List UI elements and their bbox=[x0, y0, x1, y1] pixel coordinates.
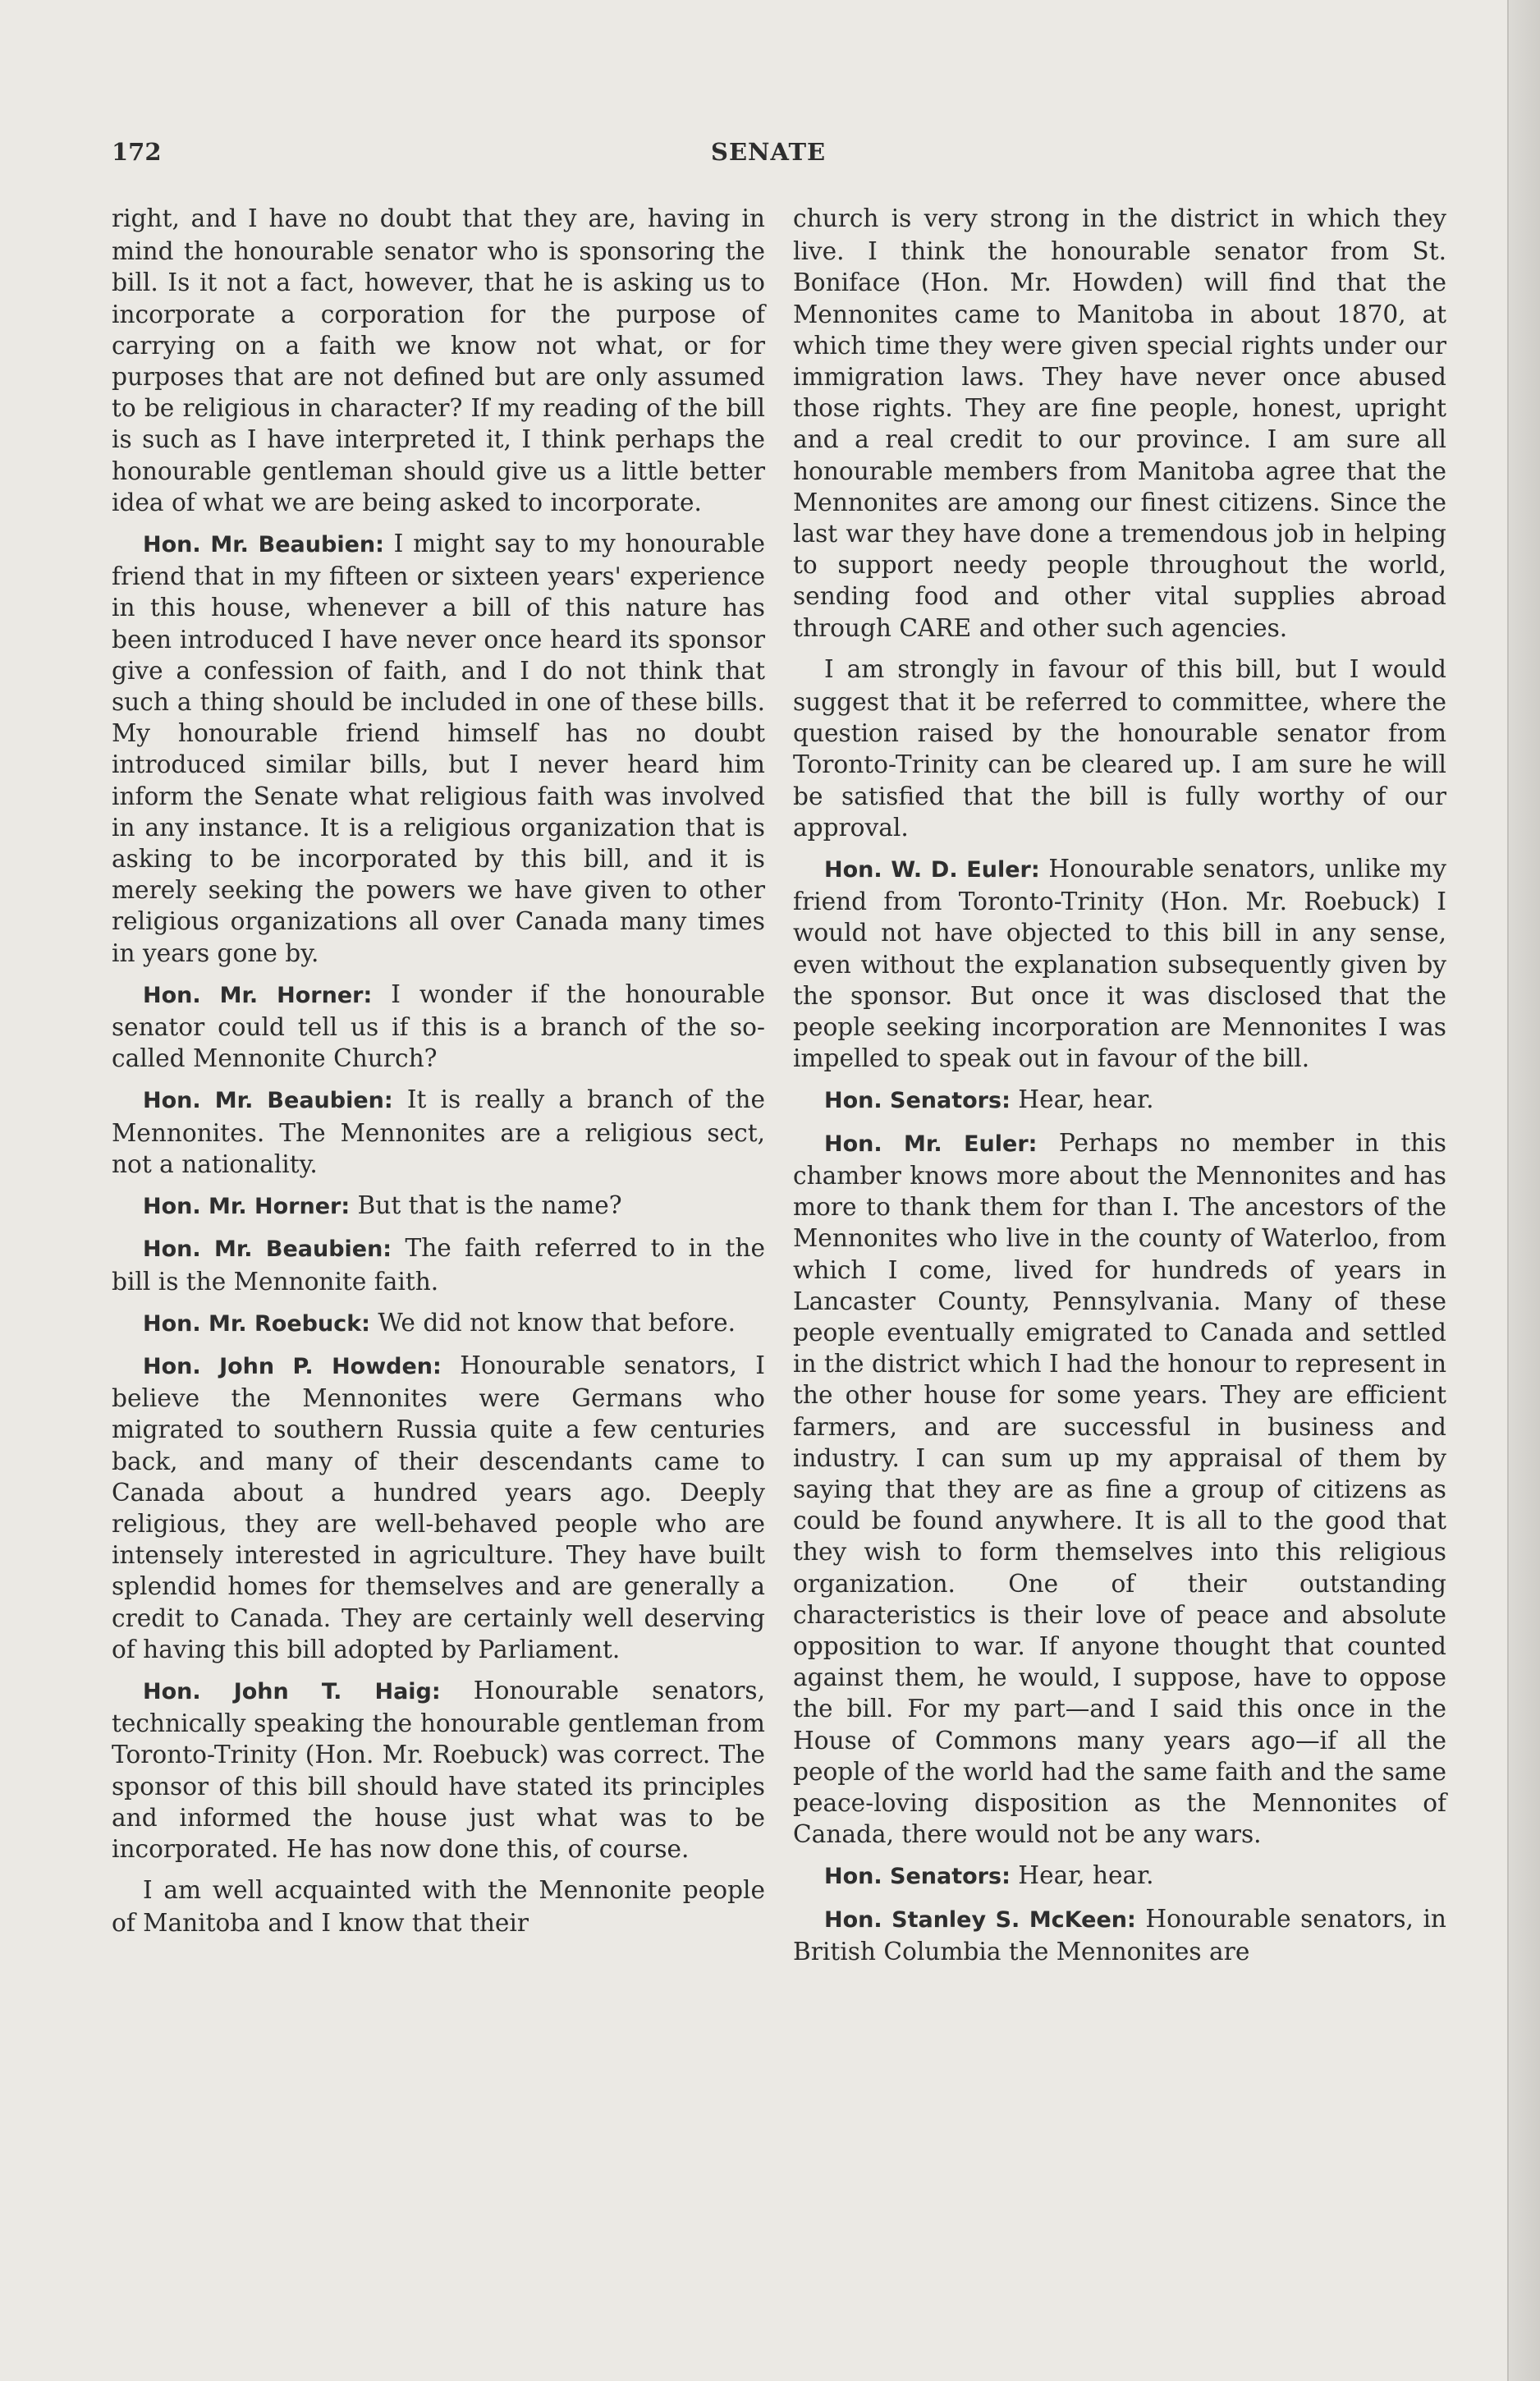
speaker-name: Hon. Mr. Beaubien: bbox=[143, 1236, 392, 1263]
speech-text: Hear, hear. bbox=[1018, 1861, 1154, 1890]
speaker-name: Hon. Senators: bbox=[824, 1088, 1011, 1114]
speech-text: I am strongly in favour of this bill, but I would suggest that it be referred to committee, where the question raised by the honourable senator from Toronto-Trinity can be cleared up. I am sure he will be satisfied that the bill is fully worthy of our approval. bbox=[793, 654, 1446, 842]
paragraph bbox=[112, 1874, 765, 1938]
speaker-name: Hon. John P. Howden: bbox=[143, 1353, 442, 1379]
speaker-name: Hon. John T. Haig: bbox=[143, 1678, 441, 1704]
paragraph bbox=[112, 1675, 765, 1865]
running-title: SENATE bbox=[711, 138, 827, 166]
speech-text: We did not know that before. bbox=[378, 1308, 736, 1337]
paragraph bbox=[112, 979, 765, 1075]
paragraph bbox=[112, 528, 765, 969]
speech-text: Perhaps no member in this chamber knows more about the Mennonites and has more to thank them for than I. The ancestors of the Mennonites who live in the county of Waterloo, from which I come, lived for hundreds of years in Lancaster County, Pennsylvania. Many of these people eventually emigrated to Canada and settled in the district which I had the honour to represent in the other house for some years. They are efficient farmers, and are successful in business and industry. I can sum up my appraisal of them by saying that they are as fine a group of citizens as could be found anywhere. It is all to the good that they wish to form themselves into this religious organization. One of their outstanding characteristics is their love of peace and absolute opposition to war. If anyone thought that counted against them, he would, I suppose, have to oppose the bill. For my part—and I said this once in the House of Commons many years ago—if all the people of the world had the same faith and the same peace-loving disposition as the Mennonites of Canada, there would not be any wars. bbox=[793, 1128, 1446, 1849]
speech-text: I am well acquainted with the Mennonite people of Manitoba and I know that their bbox=[112, 1876, 765, 1938]
paragraph bbox=[793, 1084, 1446, 1117]
paragraph bbox=[793, 203, 1446, 644]
page-number: 172 bbox=[112, 138, 162, 166]
page-edge bbox=[1507, 0, 1540, 2381]
paragraph bbox=[112, 1350, 765, 1665]
paragraph bbox=[112, 1232, 765, 1296]
speech-text: Honourable senators, technically speaking the honourable gentleman from Toronto-Trinity (Hon. Mr. Roebuck) was correct. The sponsor of this bill should have stated its principles and informed the house just what was to be incorporated. He has now done this, of course. bbox=[112, 1676, 765, 1863]
paragraph bbox=[112, 1307, 765, 1340]
paragraph bbox=[112, 203, 765, 518]
right-column bbox=[793, 203, 1446, 1977]
speaker-name: Hon. Mr. Beaubien: bbox=[143, 1088, 393, 1114]
speech-text: But that is the name? bbox=[357, 1191, 622, 1220]
speech-text: I might say to my honourable friend that in my fifteen or sixteen years' experience in this house, whenever a bill of this nature has been introduced I have never once heard its sponsor give a confession of faith, and I do not think that such a thing should be included in one of these bills. My honourable friend himself has no doubt introduced similar bills, but I never heard him inform the Senate what religious faith was involved in any instance. It is a religious organization that is asking to be incorporated by this bill, and it is merely seeking the powers we have given to other religious organizations all over Canada many times in years gone by. bbox=[112, 530, 765, 967]
speech-text: Hear, hear. bbox=[1018, 1085, 1154, 1114]
paragraph bbox=[793, 1860, 1446, 1892]
page-header bbox=[112, 138, 1425, 171]
speaker-name: Hon. Senators: bbox=[824, 1864, 1011, 1890]
speech-text: The faith referred to in the bill is the Mennonite faith. bbox=[112, 1234, 765, 1296]
speech-text: It is really a branch of the Mennonites. The Mennonites are a religious sect, not a nationality. bbox=[112, 1085, 765, 1178]
paragraph bbox=[793, 853, 1446, 1074]
speaker-name: Hon. Mr. Horner: bbox=[143, 1194, 351, 1220]
speech-text: right, and I have no doubt that they are, having in mind the honourable senator who is sponsoring the bill. Is it not a fact, however, that he is asking us to incorporate a corporation for the purpose of carrying on a faith we know not what, or for purposes that are not defined but are only assumed to be religious in character? If my reading of the bill is such as I have interpreted it, I think perhaps the honourable gentleman should give us a little better idea of what we are being asked to incorporate. bbox=[112, 204, 765, 516]
left-column bbox=[112, 203, 765, 1949]
speaker-name: Hon. W. D. Euler: bbox=[824, 857, 1040, 883]
paragraph bbox=[793, 654, 1446, 843]
speaker-name: Hon. Stanley S. McKeen: bbox=[824, 1906, 1136, 1933]
speaker-name: Hon. Mr. Euler: bbox=[824, 1131, 1038, 1157]
paragraph bbox=[793, 1127, 1446, 1851]
speech-text: church is very strong in the district in which they live. I think the honourable senator from St. Boniface (Hon. Mr. Howden) will find that the Mennonites came to Manitoba in about 1870, at which time they were given special rights under our immigration laws. They have never once abused those rights. They are fine people, honest, upright and a real credit to our province. I am sure all honourable members from Manitoba agree that the Mennonites are among our finest citizens. Since the last war they have done a tremendous job in helping to support needy people throughout the world, sending food and other vital supplies abroad through CARE and other such agencies. bbox=[793, 204, 1446, 642]
speech-text: I wonder if the honourable senator could tell us if this is a branch of the so-called Mennonite Church? bbox=[112, 979, 765, 1073]
speaker-name: Hon. Mr. Beaubien: bbox=[143, 532, 384, 558]
paragraph bbox=[112, 1084, 765, 1180]
speech-text: Honourable senators, in British Columbia the Mennonites are bbox=[793, 1904, 1446, 1966]
speaker-name: Hon. Mr. Roebuck: bbox=[143, 1310, 370, 1337]
speaker-name: Hon. Mr. Horner: bbox=[143, 982, 373, 1008]
speech-text: Honourable senators, unlike my friend from Toronto-Trinity (Hon. Mr. Roebuck) I would not have objected to this bill in any sense, even without the explanation subsequently given by the sponsor. But once it was disclosed that the people seeking incorporation are Mennonites I was impelled to speak out in favour of the bill. bbox=[793, 855, 1446, 1073]
speech-text: Honourable senators, I believe the Mennonites were Germans who migrated to southern Russia quite a few centuries back, and many of their descendants came to Canada about a hundred years ago. Deeply religious, they are well-behaved people who are intensely interested in agriculture. They have built splendid homes for themselves and are generally a credit to Canada. They are certainly well deserving of having this bill adopted by Parliament. bbox=[112, 1351, 765, 1663]
paragraph bbox=[793, 1903, 1446, 1967]
paragraph bbox=[112, 1190, 765, 1223]
